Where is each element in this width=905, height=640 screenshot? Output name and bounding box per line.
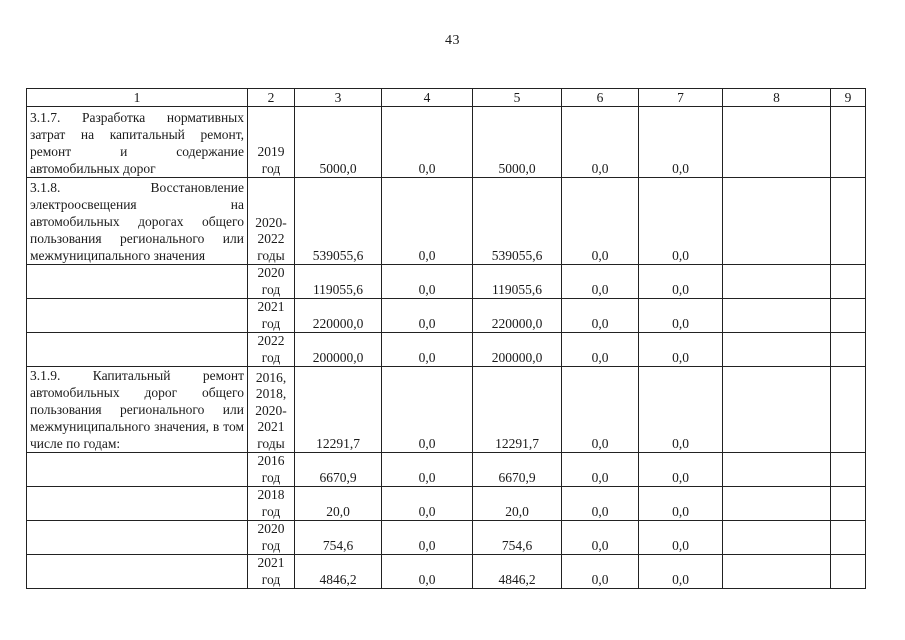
value-cell-c7: 0,0 [639, 299, 723, 333]
value-cell-c4: 0,0 [382, 265, 473, 299]
table-row [27, 487, 866, 521]
value-cell-c4: 0,0 [382, 107, 473, 178]
header-cell: 6 [562, 89, 639, 107]
value-cell-c3: 119055,6 [295, 265, 382, 299]
header-cell: 5 [473, 89, 562, 107]
value-cell-c3: 754,6 [295, 521, 382, 555]
value-cell-c5: 4846,2 [473, 555, 562, 589]
value-cell-c4: 0,0 [382, 299, 473, 333]
item-period: 2020 год [248, 521, 295, 555]
value-cell-c5: 119055,6 [473, 265, 562, 299]
value-cell-c4: 0,0 [382, 333, 473, 367]
value-cell-c9 [831, 487, 866, 521]
value-cell-c4: 0,0 [382, 178, 473, 265]
table-row [27, 107, 866, 178]
value-cell-c5: 5000,0 [473, 107, 562, 178]
item-description: 3.1.8. Восстановление электроосвещения на автомобильных дорогах общего пользования регионального или межмуниципального значения [27, 178, 248, 265]
value-cell-c9 [831, 178, 866, 265]
header-cell: 7 [639, 89, 723, 107]
value-cell-c9 [831, 367, 866, 453]
item-period: 2021 год [248, 555, 295, 589]
value-cell-c3: 200000,0 [295, 333, 382, 367]
value-cell-c4: 0,0 [382, 367, 473, 453]
value-cell-c6: 0,0 [562, 521, 639, 555]
value-cell-c5: 754,6 [473, 521, 562, 555]
item-period: 2018 год [248, 487, 295, 521]
value-cell-c8 [723, 521, 831, 555]
value-cell-c8 [723, 178, 831, 265]
table-row [27, 178, 866, 265]
value-cell-c5: 20,0 [473, 487, 562, 521]
value-cell-c6: 0,0 [562, 107, 639, 178]
value-cell-c9 [831, 521, 866, 555]
item-period: 2016 год [248, 453, 295, 487]
item-period: 2020-2022 годы [248, 178, 295, 265]
value-cell-c4: 0,0 [382, 487, 473, 521]
value-cell-c6: 0,0 [562, 299, 639, 333]
value-cell-c6: 0,0 [562, 367, 639, 453]
item-description: 3.1.9. Капитальный ремонт автомобильных дорог общего пользования регионального или межмуниципального значения, в том числе по годам: [27, 367, 248, 453]
value-cell-c4: 0,0 [382, 453, 473, 487]
value-cell-c5: 539055,6 [473, 178, 562, 265]
item-period: 2021 год [248, 299, 295, 333]
header-cell: 4 [382, 89, 473, 107]
value-cell-c7: 0,0 [639, 333, 723, 367]
header-cell: 9 [831, 89, 866, 107]
value-cell-c6: 0,0 [562, 555, 639, 589]
header-cell: 3 [295, 89, 382, 107]
value-cell-c3: 4846,2 [295, 555, 382, 589]
item-period: 2019 год [248, 107, 295, 178]
value-cell-c5: 220000,0 [473, 299, 562, 333]
item-description [27, 487, 248, 521]
table-row [27, 333, 866, 367]
value-cell-c7: 0,0 [639, 521, 723, 555]
value-cell-c7: 0,0 [639, 265, 723, 299]
value-cell-c4: 0,0 [382, 555, 473, 589]
value-cell-c7: 0,0 [639, 178, 723, 265]
table-row [27, 367, 866, 453]
header-cell: 2 [248, 89, 295, 107]
budget-table [26, 88, 866, 589]
header-cell: 8 [723, 89, 831, 107]
item-description: 3.1.7. Разработка нормативных затрат на капитальный ремонт, ремонт и содержание автомобильных дорог [27, 107, 248, 178]
value-cell-c6: 0,0 [562, 453, 639, 487]
value-cell-c8 [723, 107, 831, 178]
value-cell-c7: 0,0 [639, 107, 723, 178]
value-cell-c5: 200000,0 [473, 333, 562, 367]
item-description [27, 555, 248, 589]
page-number: 43 [445, 33, 460, 48]
header-row [27, 89, 866, 107]
value-cell-c6: 0,0 [562, 333, 639, 367]
value-cell-c5: 12291,7 [473, 367, 562, 453]
header-cell: 1 [27, 89, 248, 107]
value-cell-c8 [723, 453, 831, 487]
value-cell-c6: 0,0 [562, 487, 639, 521]
value-cell-c8 [723, 265, 831, 299]
value-cell-c3: 5000,0 [295, 107, 382, 178]
value-cell-c7: 0,0 [639, 555, 723, 589]
value-cell-c3: 6670,9 [295, 453, 382, 487]
table-row [27, 555, 866, 589]
value-cell-c7: 0,0 [639, 487, 723, 521]
value-cell-c3: 12291,7 [295, 367, 382, 453]
value-cell-c3: 539055,6 [295, 178, 382, 265]
item-description [27, 453, 248, 487]
item-description [27, 265, 248, 299]
value-cell-c3: 220000,0 [295, 299, 382, 333]
table-body [27, 107, 866, 589]
value-cell-c7: 0,0 [639, 367, 723, 453]
value-cell-c8 [723, 367, 831, 453]
value-cell-c9 [831, 299, 866, 333]
value-cell-c9 [831, 555, 866, 589]
table-row [27, 453, 866, 487]
item-description [27, 333, 248, 367]
item-period: 2020 год [248, 265, 295, 299]
value-cell-c5: 6670,9 [473, 453, 562, 487]
value-cell-c8 [723, 487, 831, 521]
value-cell-c9 [831, 107, 866, 178]
value-cell-c7: 0,0 [639, 453, 723, 487]
value-cell-c9 [831, 453, 866, 487]
item-period: 2022 год [248, 333, 295, 367]
value-cell-c8 [723, 555, 831, 589]
table-header [27, 89, 866, 107]
item-description [27, 299, 248, 333]
table-row [27, 299, 866, 333]
table-row [27, 265, 866, 299]
value-cell-c9 [831, 333, 866, 367]
table-row [27, 521, 866, 555]
value-cell-c6: 0,0 [562, 265, 639, 299]
value-cell-c4: 0,0 [382, 521, 473, 555]
value-cell-c6: 0,0 [562, 178, 639, 265]
value-cell-c3: 20,0 [295, 487, 382, 521]
item-description [27, 521, 248, 555]
value-cell-c8 [723, 299, 831, 333]
item-period: 2016, 2018, 2020-2021 годы [248, 367, 295, 453]
value-cell-c8 [723, 333, 831, 367]
value-cell-c9 [831, 265, 866, 299]
